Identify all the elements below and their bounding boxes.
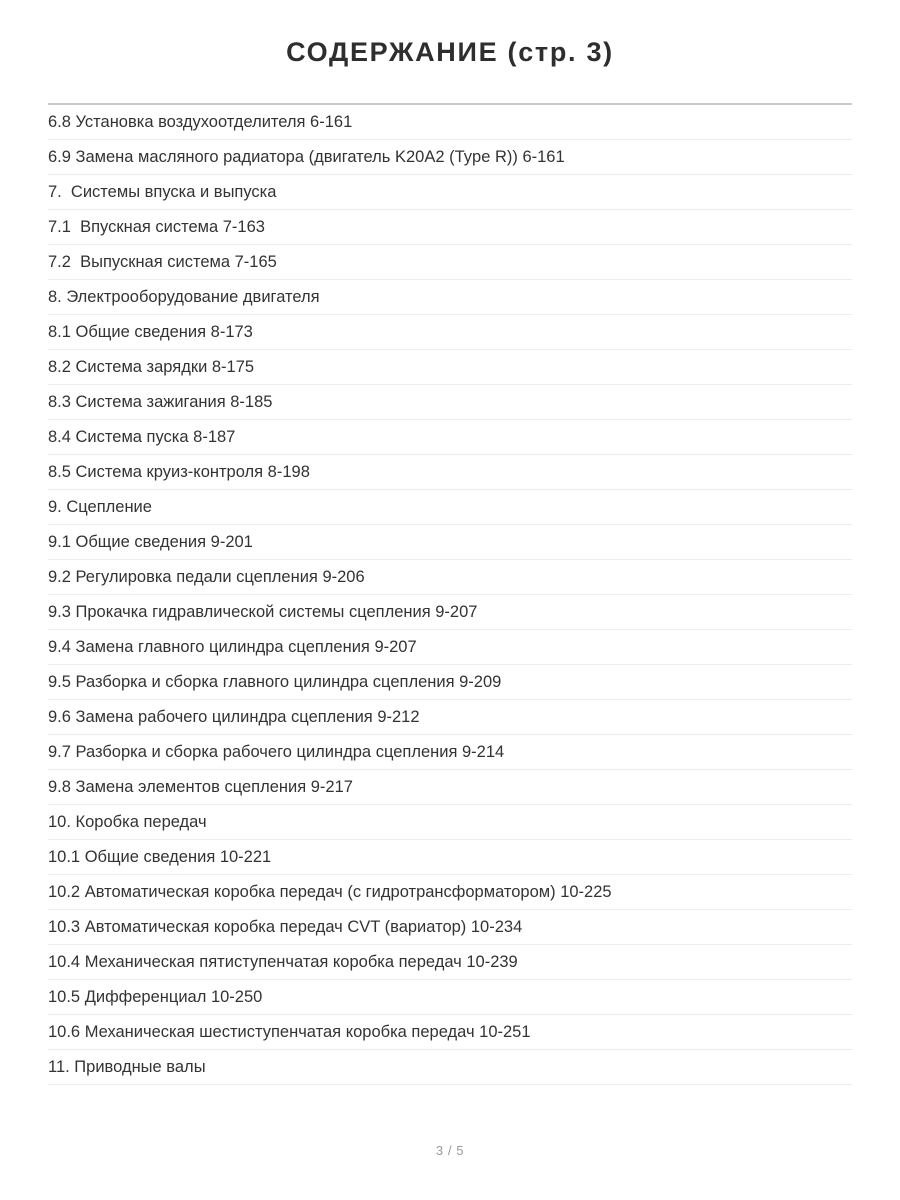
toc-entry[interactable]: 8.2 Система зарядки 8-175 bbox=[48, 350, 852, 385]
toc-entry[interactable]: 9.4 Замена главного цилиндра сцепления 9-207 bbox=[48, 630, 852, 665]
table-of-contents-list bbox=[0, 105, 900, 1142]
toc-entry[interactable]: 10.3 Автоматическая коробка передач CVT (вариатор) 10-234 bbox=[48, 910, 852, 945]
toc-entry[interactable]: 9.1 Общие сведения 9-201 bbox=[48, 525, 852, 560]
document-footer bbox=[0, 1142, 900, 1200]
toc-entry[interactable]: 11. Приводные валы bbox=[48, 1050, 852, 1085]
toc-entry[interactable]: 9.2 Регулировка педали сцепления 9-206 bbox=[48, 560, 852, 595]
page-number-indicator: 3 / 5 bbox=[435, 1143, 465, 1158]
toc-entry[interactable]: 9.7 Разборка и сборка рабочего цилиндра сцепления 9-214 bbox=[48, 735, 852, 770]
toc-entry[interactable]: 8.5 Система круиз-контроля 8-198 bbox=[48, 455, 852, 490]
toc-entry[interactable]: 7.2 Выпускная система 7-165 bbox=[48, 245, 852, 280]
document-header bbox=[0, 0, 900, 105]
toc-entry[interactable]: 10. Коробка передач bbox=[48, 805, 852, 840]
toc-entry[interactable]: 8.3 Система зажигания 8-185 bbox=[48, 385, 852, 420]
toc-entry[interactable]: 6.8 Установка воздухоотделителя 6-161 bbox=[48, 105, 852, 140]
toc-entry[interactable]: 10.2 Автоматическая коробка передач (с гидротрансформатором) 10-225 bbox=[48, 875, 852, 910]
toc-entry[interactable]: 8. Электрооборудование двигателя bbox=[48, 280, 852, 315]
toc-entry[interactable]: 10.6 Механическая шестиступенчатая коробка передач 10-251 bbox=[48, 1015, 852, 1050]
toc-entry[interactable]: 9. Сцепление bbox=[48, 490, 852, 525]
toc-entry[interactable]: 10.1 Общие сведения 10-221 bbox=[48, 840, 852, 875]
toc-entry[interactable]: 7. Системы впуска и выпуска bbox=[48, 175, 852, 210]
toc-entry[interactable]: 6.9 Замена масляного радиатора (двигатель K20A2 (Type R)) 6-161 bbox=[48, 140, 852, 175]
toc-entry[interactable]: 10.4 Механическая пятиступенчатая коробка передач 10-239 bbox=[48, 945, 852, 980]
toc-entry[interactable]: 8.1 Общие сведения 8-173 bbox=[48, 315, 852, 350]
toc-entry[interactable]: 7.1 Впускная система 7-163 bbox=[48, 210, 852, 245]
toc-entry[interactable]: 9.8 Замена элементов сцепления 9-217 bbox=[48, 770, 852, 805]
toc-entry[interactable]: 9.3 Прокачка гидравлической системы сцепления 9-207 bbox=[48, 595, 852, 630]
toc-entry[interactable]: 10.5 Дифференциал 10-250 bbox=[48, 980, 852, 1015]
page-title: СОДЕРЖАНИЕ (стр. 3) bbox=[286, 37, 614, 67]
toc-entry[interactable]: 9.6 Замена рабочего цилиндра сцепления 9-212 bbox=[48, 700, 852, 735]
toc-entry[interactable]: 9.5 Разборка и сборка главного цилиндра сцепления 9-209 bbox=[48, 665, 852, 700]
toc-entry[interactable]: 8.4 Система пуска 8-187 bbox=[48, 420, 852, 455]
